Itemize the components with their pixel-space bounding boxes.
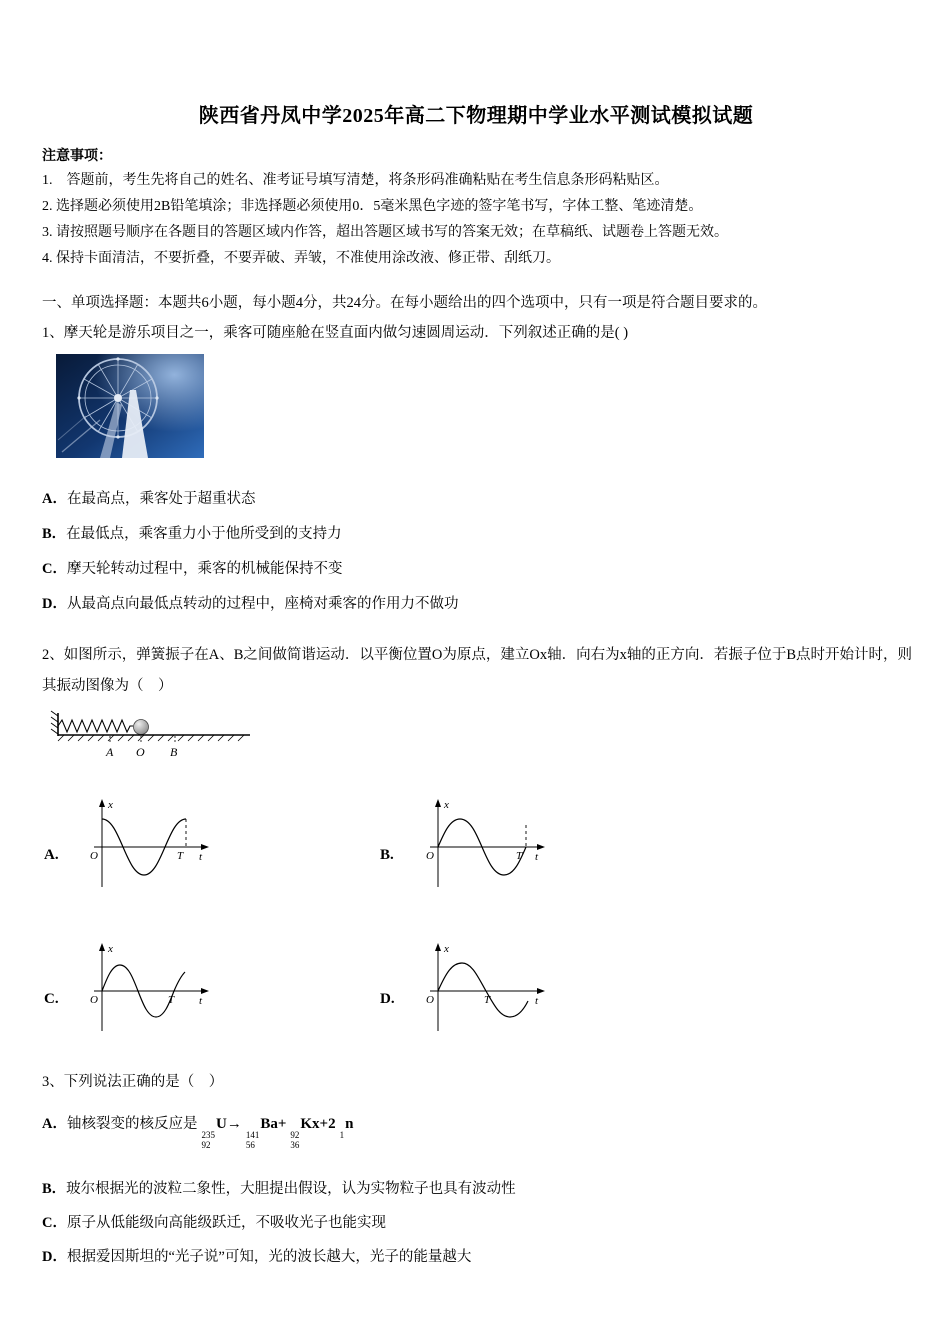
question-1-options <box>42 482 910 622</box>
graph-b-axis-t: t <box>535 851 539 863</box>
question-1-stem: 1、摩天轮是游乐项目之一，乘客可随座舱在竖直面内做匀速圆周运动．下列叙述正确的是( ) <box>42 325 629 341</box>
ba-mass-number: 141 <box>245 1130 260 1140</box>
q1-option-b-letter: B． <box>42 526 67 542</box>
q3-option-c-letter: C． <box>42 1215 67 1231</box>
graph-a-period: T <box>177 850 184 862</box>
ferris-wheel-photo <box>56 354 204 458</box>
graph-c-axis-x: x <box>108 943 113 955</box>
graph-c-origin: O <box>90 994 98 1006</box>
question-2 <box>42 640 913 1039</box>
n-atomic-number <box>340 1140 345 1150</box>
section-1-heading: 一、单项选择题：本题共6小题，每小题4分，共24分。在每小题给出的四个选项中，只有一项是符合题目要求的。 <box>42 295 767 311</box>
notice-heading: 注意事项： <box>42 149 112 164</box>
q3-option-b-text: 玻尔根据光的波粒二象性，大胆提出假设，认为实物粒子也具有波动性 <box>66 1181 516 1197</box>
q3-option-b-letter: B． <box>42 1181 67 1197</box>
page-title: 陕西省丹凤中学2025年高二下物理期中学业水平测试模拟试题 <box>198 105 754 127</box>
graph-d-axis-t: t <box>535 995 539 1007</box>
k-mass-number: 92 <box>290 1130 300 1140</box>
q2-graph-a-label: A. <box>44 847 59 863</box>
u-atomic-number: 92 <box>201 1140 211 1150</box>
q2-graph-b-label: B. <box>380 847 394 863</box>
graph-b-axis-x: x <box>444 799 449 811</box>
q1-option-b-text: 在最低点，乘客重力小于他所受到的支持力 <box>66 526 342 542</box>
q2-graph-c <box>82 939 212 1039</box>
reaction-arrow: → <box>226 1116 242 1132</box>
graph-d-period: T <box>484 994 491 1006</box>
q1-option-a-text: 在最高点，乘客处于超重状态 <box>66 491 256 507</box>
n-mass-number: 1 <box>339 1130 345 1140</box>
q2-graph-b-cell <box>378 795 714 895</box>
q1-option-a-letter: A． <box>42 491 67 507</box>
nuclide-k-numbers <box>290 1130 299 1150</box>
q3-option-d-text: 根据爱因斯坦的“光子说”可知，光的波长越大，光子的能量越大 <box>66 1249 472 1265</box>
q1-option-d <box>42 587 910 622</box>
q2-graph-c-label: C. <box>44 991 59 1007</box>
q2-graph-d <box>418 939 548 1039</box>
q1-option-c <box>42 552 910 587</box>
graph-a-axis-t: t <box>199 851 203 863</box>
q2-graph-b <box>418 795 548 895</box>
q3-option-d-letter: D． <box>42 1249 67 1265</box>
q2-graphs-row-2 <box>42 939 910 1039</box>
k-atomic-number: 36 <box>290 1140 300 1150</box>
q3-option-c <box>42 1206 910 1240</box>
q1-option-c-letter: C． <box>42 561 67 577</box>
question-1 <box>42 322 910 622</box>
q1-option-a <box>42 482 910 517</box>
spring-label-b: B <box>170 745 178 759</box>
graph-d-origin: O <box>426 994 434 1006</box>
q2-graph-a-cell <box>42 795 378 895</box>
q1-option-d-text: 从最高点向最低点转动的过程中，座椅对乘客的作用力不做功 <box>66 596 459 612</box>
q3-option-a-letter: A． <box>42 1116 67 1132</box>
q3-option-d <box>42 1240 910 1274</box>
graph-a-origin: O <box>90 850 98 862</box>
notice-item-1: 1. 答题前，考生先将自己的姓名、准考证号填写清楚，将条形码准确粘贴在考生信息条形码粘贴区。 <box>42 173 669 188</box>
q3-option-c-text: 原子从低能级向高能级跃迁，不吸收光子也能实现 <box>66 1215 386 1231</box>
k-symbol: Kx+2 <box>300 1116 336 1132</box>
ferris-wheel-image <box>56 354 204 458</box>
notice-item-3: 3. 请按照题号顺序在各题目的答题区域内作答，超出答题区域书写的答案无效；在草稿纸、试题卷上答题无效。 <box>42 225 728 240</box>
question-3-stem: 3、下列说法正确的是（ ） <box>42 1074 224 1090</box>
q2-graph-c-cell <box>42 939 378 1039</box>
nuclide-u-numbers <box>201 1130 215 1150</box>
q1-option-d-letter: D． <box>42 596 67 612</box>
n-symbol: n <box>345 1116 354 1132</box>
notice-item-2: 2. 选择题必须使用2B铅笔填涂；非选择题必须使用0．5毫米黑色字迹的签字笔书写，字体工整、笔迹清楚。 <box>42 199 703 214</box>
u-mass-number: 235 <box>201 1130 215 1140</box>
graph-d-axis-x: x <box>444 943 449 955</box>
nuclide-n-numbers <box>340 1130 345 1150</box>
spring-oscillator-diagram <box>44 710 910 767</box>
spring-label-a: A <box>106 745 114 759</box>
u-symbol: U <box>215 1116 227 1132</box>
graph-c-axis-t: t <box>199 995 203 1007</box>
nuclide-ba-numbers <box>246 1130 260 1150</box>
notice-item-4: 4. 保持卡面清洁，不要折叠，不要弄破、弄皱，不准使用涂改液、修正带、刮纸刀。 <box>42 251 560 266</box>
spring-oscillator-image <box>44 710 254 762</box>
graph-a-axis-x: x <box>108 799 113 811</box>
notice-section <box>42 146 910 272</box>
ba-atomic-number: 56 <box>245 1140 255 1150</box>
ba-symbol: Ba+ <box>260 1116 287 1132</box>
q3-option-b <box>42 1172 910 1206</box>
q1-option-b <box>42 517 910 552</box>
q2-graph-d-cell <box>378 939 714 1039</box>
question-2-stem: 2、如图所示，弹簧振子在A、B之间做简谐运动．以平衡位置O为原点，建立Ox轴．向右为x轴的正方向．若振子位于B点时开始计时，则其振动图像为（ ） <box>42 647 913 694</box>
q2-graph-d-label: D. <box>380 991 395 1007</box>
graph-b-origin: O <box>426 850 434 862</box>
question-3 <box>42 1071 910 1274</box>
graph-c-period: T <box>168 994 175 1006</box>
q1-option-c-text: 摩天轮转动过程中，乘客的机械能保持不变 <box>66 561 343 577</box>
q3-option-a <box>42 1109 910 1150</box>
q2-graphs-row-1 <box>42 795 910 895</box>
graph-b-period: T <box>516 850 523 862</box>
q3-option-a-prefix: 铀核裂变的核反应是 <box>66 1116 198 1132</box>
question-3-options <box>42 1172 910 1274</box>
spring-label-o: O <box>136 745 145 759</box>
q2-graph-a <box>82 795 212 895</box>
